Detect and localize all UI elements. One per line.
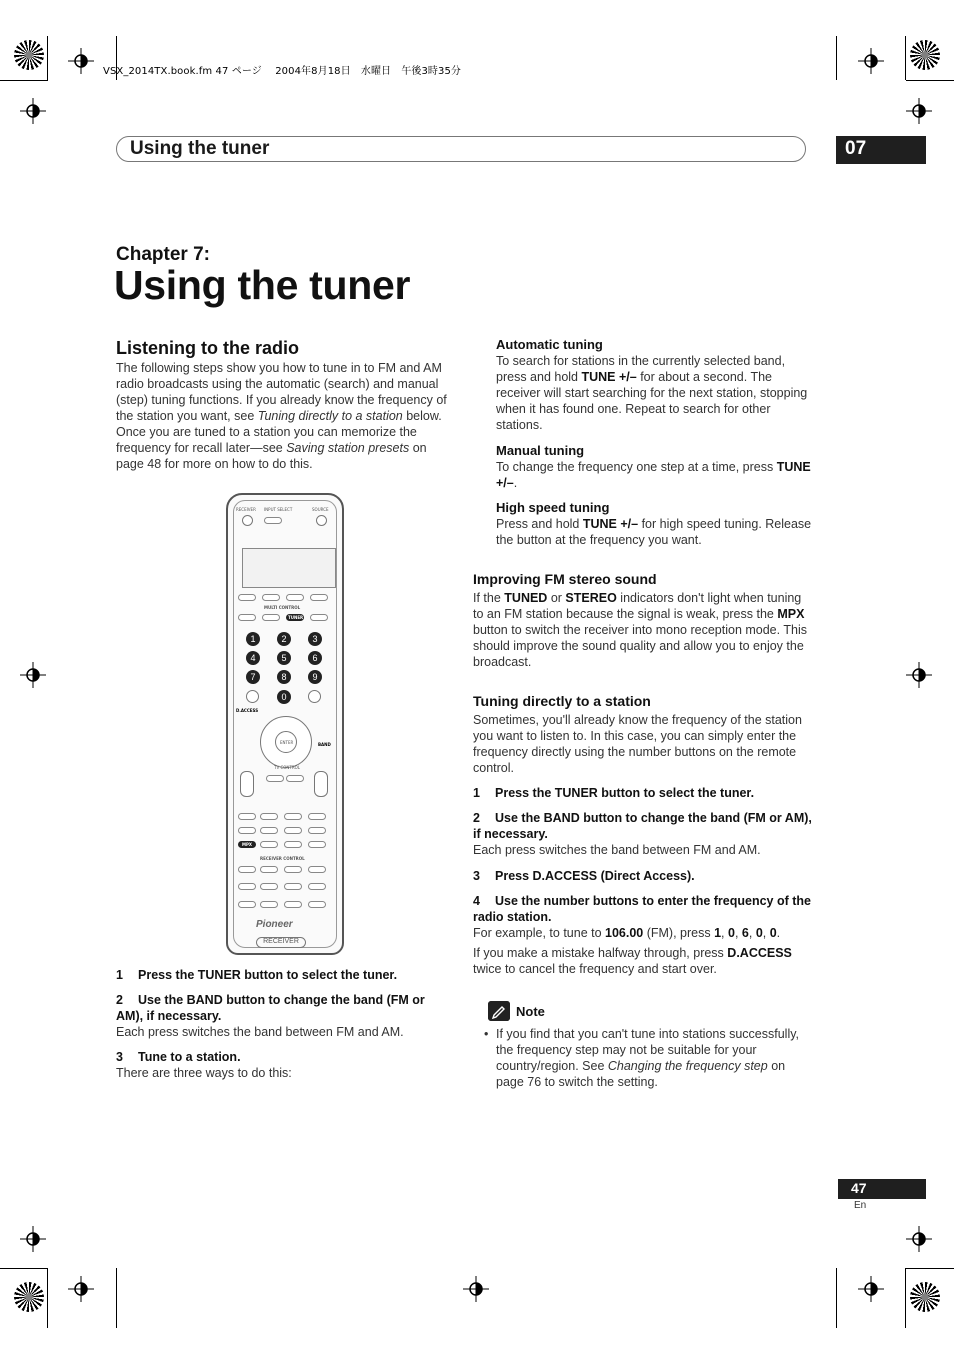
listening-step-2: 2 Use the BAND button to change the band (FM or AM), if necessary. (116, 993, 425, 1023)
color-bar-bottom-left (14, 1282, 44, 1312)
high-speed-tuning-text: Press and hold TUNE +/– for high speed tuning. Release the button at the frequency you want. (496, 517, 812, 547)
power-icon (242, 515, 253, 526)
listening-intro: The following steps show you how to tune in to FM and AM radio broadcasts using the automatic (search) and manual (step) tuning functions. If you already know the frequency of the station you want, see Tuning directly to a station below. Once you are tuned to a station you can memorize the frequency for recall later—see Saving station presets on page 48 for more on how to do this. (116, 361, 447, 471)
remote-brand-logo: Pioneer (256, 919, 293, 930)
registration-mark-icon (463, 1276, 489, 1302)
manual-tuning-heading: Manual tuning (496, 443, 585, 458)
registration-mark-icon (906, 662, 932, 688)
file-info-line: VSX_2014TX.book.fm 47 ページ 2004年8月18日 水曜日 午後3時35分 (103, 66, 462, 77)
color-bar-top-right (910, 40, 940, 70)
digit-3: 3 (308, 632, 322, 646)
chapter-label: Chapter 7: (116, 244, 210, 265)
registration-mark-icon (858, 1276, 884, 1302)
remote-tv-control-label: TV CONTROL (274, 765, 300, 770)
remote-source-label: SOURCE (312, 507, 329, 512)
direct-example: For example, to tune to 106.00 (FM), press 1, 0, 6, 0, 0. (473, 926, 781, 940)
high-speed-tuning-heading: High speed tuning (496, 500, 610, 515)
direct-tuning-intro: Sometimes, you'll already know the frequency of the station you want to listen to. In this case, you can simply enter the frequency directly using the number buttons on the remote control. (473, 713, 802, 775)
listening-step-3-note: There are three ways to do this: (116, 1066, 292, 1080)
registration-mark-icon (20, 98, 46, 124)
note-bullet-glyph: • (484, 1027, 489, 1041)
digit-7: 7 (246, 670, 260, 684)
listening-step-1: 1 Press the TUNER button to select the tuner. (116, 968, 398, 982)
registration-mark-icon (906, 98, 932, 124)
registration-mark-icon (858, 48, 884, 74)
fm-stereo-heading: Improving FM stereo sound (473, 571, 657, 587)
direct-tuning-heading: Tuning directly to a station (473, 693, 651, 709)
direct-step-4: 4 Use the number buttons to enter the frequency of the radio station. (473, 894, 811, 924)
remote-bottom-label: RECEIVER (256, 937, 306, 948)
direct-step-1: 1 Press the TUNER button to select the tuner. (473, 786, 755, 800)
color-bar-top-left (14, 40, 44, 70)
direct-step-2-note: Each press switches the band between FM and AM. (473, 843, 761, 857)
remote-tuner-label: TUNER (288, 615, 304, 620)
auto-tuning-text: To search for stations in the currently selected band, press and hold TUNE +/– for about a second. The receiver will start searching for the next station, stopping when it has found one. Repeat to search for other stations. (496, 354, 808, 432)
remote-d-access-label: D.ACCESS (236, 708, 259, 713)
digit-2: 2 (277, 632, 291, 646)
color-bar-bottom-right (910, 1282, 940, 1312)
language-code: En (854, 1200, 867, 1211)
digit-4: 4 (246, 651, 260, 665)
digit-9: 9 (308, 670, 322, 684)
page-number-tab: 47 (838, 1179, 926, 1199)
chapter-number-tab: 07 (836, 136, 926, 164)
digit-5: 5 (277, 651, 291, 665)
registration-mark-icon (20, 1226, 46, 1252)
remote-receiver-label: RECEIVER (236, 507, 256, 512)
remote-mpx-label: MPX (242, 842, 252, 847)
remote-lcd-screen (242, 548, 336, 588)
power-icon (316, 515, 327, 526)
header-section-title: Using the tuner (130, 138, 270, 159)
remote-multi-control-label: MULTI CONTROL (264, 605, 301, 610)
direct-step-2: 2 Use the BAND button to change the band (FM or AM), if necessary. (473, 811, 812, 841)
remote-band-label: BAND (318, 742, 331, 747)
note-label: Note (516, 1004, 545, 1019)
chapter-title: Using the tuner (114, 262, 411, 308)
listening-step-3: 3 Tune to a station. (116, 1050, 241, 1064)
manual-tuning-text: To change the frequency one step at a time, press TUNE +/–. (496, 460, 811, 490)
auto-tuning-heading: Automatic tuning (496, 337, 603, 352)
listening-step-2-note: Each press switches the band between FM and AM. (116, 1025, 404, 1039)
digit-8: 8 (277, 670, 291, 684)
digit-1: 1 (246, 632, 260, 646)
registration-mark-icon (20, 662, 46, 688)
direct-step-3: 3 Press D.ACCESS (Direct Access). (473, 869, 695, 883)
direct-mistake: If you make a mistake halfway through, press D.ACCESS twice to cancel the frequency and start over. (473, 946, 792, 976)
note-pencil-icon (488, 1001, 510, 1021)
registration-mark-icon (906, 1226, 932, 1252)
remote-receiver-control-label: RECEIVER CONTROL (260, 856, 305, 861)
remote-control-illustration (226, 493, 344, 955)
registration-mark-icon (68, 1276, 94, 1302)
note-bullet-text: If you find that you can't tune into stations successfully, the frequency step may not be suitable for your country/region. See Changing the frequency step on page 76 to switch the setting. (496, 1027, 800, 1089)
fm-stereo-text: If the TUNED or STEREO indicators don't light when tuning to an FM station because the signal is weak, press the MPX button to switch the receiver into mono reception mode. This should improve the sound quality and allow you to enjoy the broadcast. (473, 591, 807, 669)
remote-input-select-label: INPUT SELECT (264, 507, 293, 512)
remote-enter-label: ENTER (280, 740, 294, 745)
listening-heading: Listening to the radio (116, 338, 299, 358)
registration-mark-icon (68, 48, 94, 74)
digit-0: 0 (277, 690, 291, 704)
digit-6: 6 (308, 651, 322, 665)
